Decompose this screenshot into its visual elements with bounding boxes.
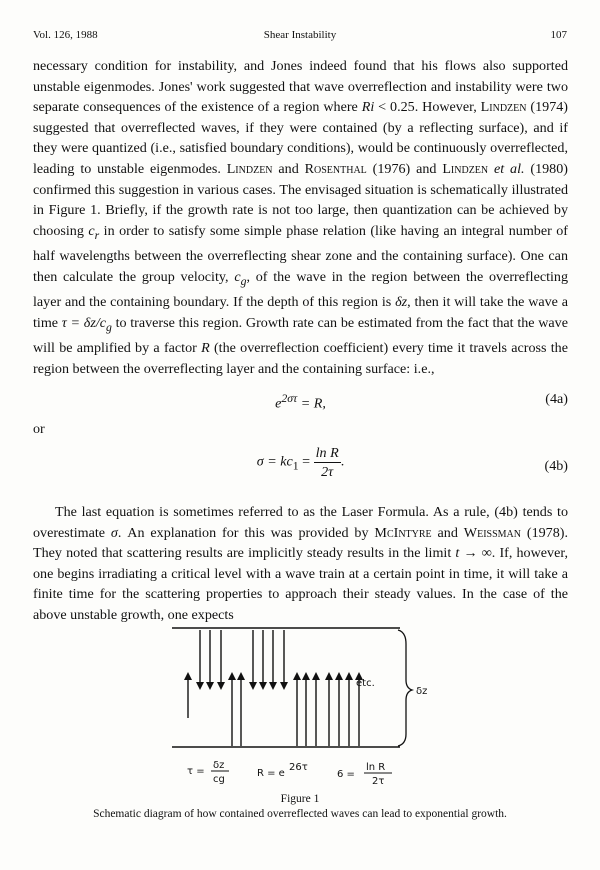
running-header	[33, 28, 567, 42]
figure-caption: Schematic diagram of how contained overreflected waves can lead to exponential growth.	[93, 808, 507, 820]
figure-label: Figure 1	[280, 793, 320, 805]
dz-label: δz	[416, 686, 428, 697]
page-number: 107	[550, 29, 567, 41]
r-formula-label: R = e	[257, 768, 285, 779]
tau-formula-label: τ =	[187, 766, 205, 777]
depth-brace	[398, 630, 412, 746]
body-text	[33, 56, 568, 626]
paragraph-2: The last equation is sometimes referred to as the Laser Formula. As a rule, (4b) tends to overestimate σ. An explanation for this was provided by McIntyre and Weissman (1978). They noted that scattering results are implicitly steady results in the limit t → ∞. If, however, one begins irradiating a critical level with a wave train at a certain point in time, it will take a finite time for the scattering properties to approach their steady values. In the case of the above unstable growth, one expects	[33, 503, 568, 623]
equation-4b: $\sigma = kc_1$ = $\frac{\text{ln R}}{2\tau}$ . (4b)	[256, 444, 568, 480]
tau-formula-bottom: cg	[213, 774, 225, 785]
etc-label: etc.	[356, 678, 375, 689]
sigma-formula-top: ln R	[366, 762, 386, 773]
equation-number: (4a)	[545, 391, 568, 408]
or-word: or	[33, 421, 45, 438]
sigma-formula-bottom: 2τ	[372, 776, 385, 787]
paragraph-1: necessary condition for instability, and Jones indeed found that his flows also supported unstable eigenmodes. Jones' work suggested that wave overreflection and instability were two separate consequences of the existence of a region where Ri < 0.25. However, Lindzen (1974) suggested that overreflected waves, if they were contained (by a reflecting surface), and if they were quantized (i.e., satisfied boundary conditions), would be continuously overreflected, leading to unstable eigenmodes. Lindzen and Rosenthal (1976) and Lindzen et al. (1980) confirmed this suggestion in various cases. The envisaged situation is schematically illustrated in Figure 1. Briefly, if the growth rate is not too large, then quantization can be achieved by choosing $c_r$ in order to satisfy some simple phase relation (like having an integral number of half wavelengths between the overreflecting shear zone and the containing surface). One can then calculate the group velocity, $c_g$, of the wave in the region between the overreflecting layer and the containing boundary. If the depth of this region is δz, then it will take the wave a time $\tau = \delta z/c_g$ to traverse this region. Growth rate can be estimated from the fact that the wave will be amplified by a factor R (the overreflection coefficient) every time it travels across the region between the overreflecting layer and the containing surface: i.e.,	[33, 58, 569, 377]
equation-number: (4b)	[544, 457, 568, 474]
figure-1-diagram	[0, 610, 600, 810]
running-title: Shear Instability	[263, 29, 337, 41]
volume-info: Vol. 126, 1988	[33, 29, 98, 41]
wave-arrows	[188, 630, 359, 746]
tau-formula-top: δz	[213, 760, 225, 771]
r-formula-exponent: 26τ	[289, 762, 308, 773]
equation-4a: $e^{2\sigma\tau} = R$, (4a)	[275, 391, 568, 413]
sigma-formula-label: 6 =	[337, 769, 355, 780]
